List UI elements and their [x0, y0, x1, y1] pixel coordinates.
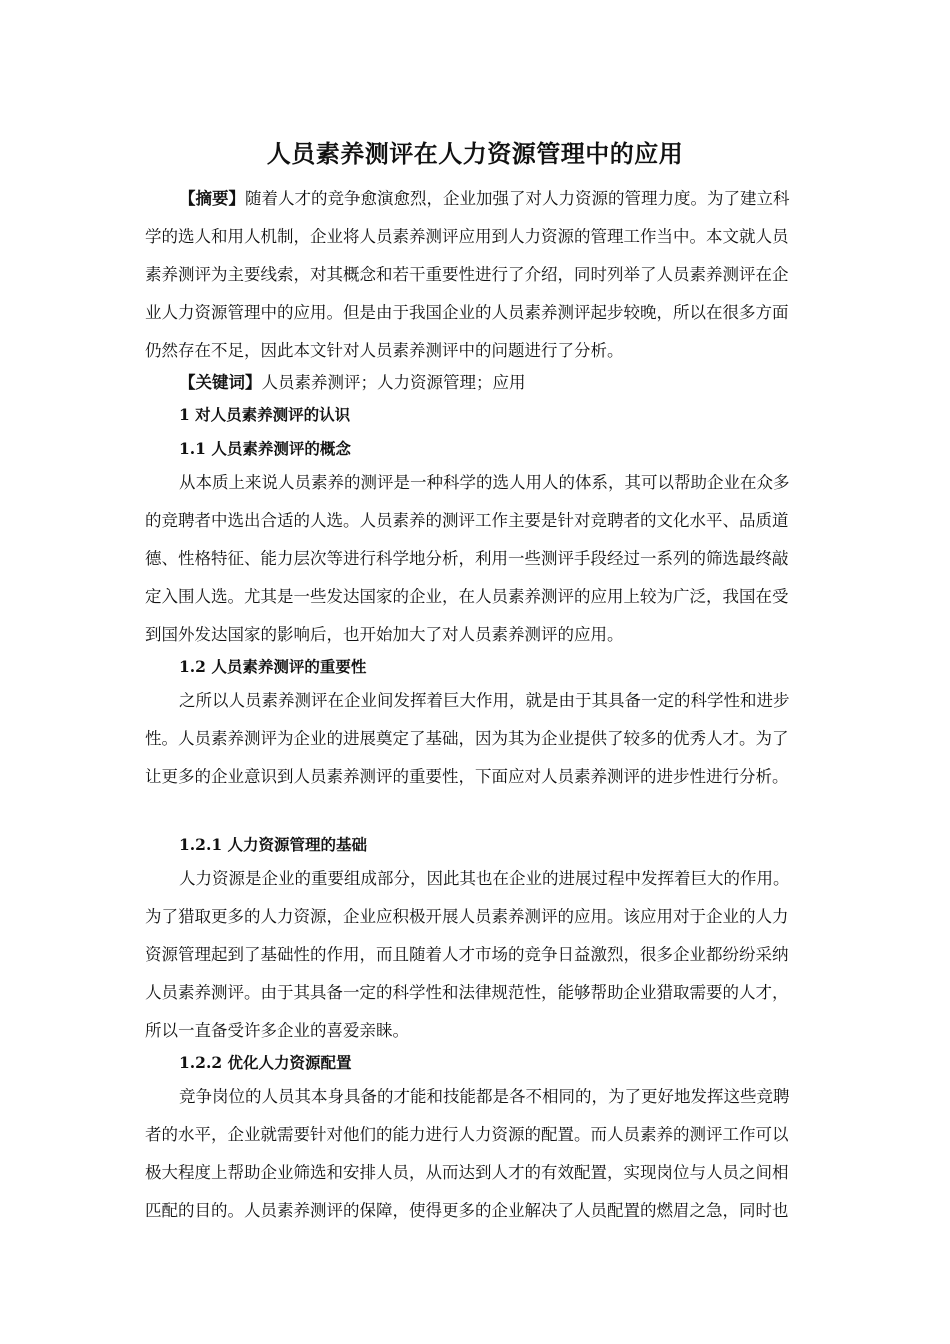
paragraph-line: 所以一直备受许多企业的喜爱亲睐。 — [145, 1021, 409, 1040]
paragraph-line: 竞争岗位的人员其本身具备的才能和技能都是各不相同的，为了更好地发挥这些竞聘 — [179, 1087, 790, 1106]
paragraph-line: 极大程度上帮助企业筛选和安排人员，从而达到人才的有效配置，实现岗位与人员之间相 — [145, 1163, 789, 1182]
section-heading-1-2-2: 1.2.2 优化人力资源配置 — [179, 1053, 352, 1072]
abstract-line-5: 仍然存在不足，因此本文针对人员素养测评中的问题进行了分析。 — [145, 341, 624, 360]
abstract-line-4: 业人力资源管理中的应用。但是由于我国企业的人员素养测评起步较晚，所以在很多方面 — [145, 303, 789, 322]
paragraph-line: 的竞聘者中选出合适的人选。人员素养的测评工作主要是针对竞聘者的文化水平、品质道 — [145, 511, 789, 530]
section-heading-1-2-1: 1.2.1 人力资源管理的基础 — [179, 835, 368, 854]
paragraph-line: 从本质上来说人员素养的测评是一种科学的选人用人的体系，其可以帮助企业在众多 — [179, 473, 790, 492]
abstract-label: 【摘要】 — [179, 189, 245, 208]
section-heading-1: 1 对人员素养测评的认识 — [179, 405, 351, 424]
abstract-line-3: 素养测评为主要线索，对其概念和若干重要性进行了介绍，同时列举了人员素养测评在企 — [145, 265, 789, 284]
paragraph-line: 性。人员素养测评为企业的进展奠定了基础，因为其为企业提供了较多的优秀人才。为了 — [145, 729, 789, 748]
paragraph-line: 让更多的企业意识到人员素养测评的重要性，下面应对人员素养测评的进步性进行分析。 — [145, 767, 789, 786]
paragraph-line: 匹配的目的。人员素养测评的保障，使得更多的企业解决了人员配置的燃眉之急，同时也 — [145, 1201, 789, 1220]
abstract-line-1: 【摘要】随着人才的竞争愈演愈烈，企业加强了对人力资源的管理力度。为了建立科 — [179, 189, 790, 208]
paragraph-line: 之所以人员素养测评在企业间发挥着巨大作用，就是由于其具备一定的科学性和进步 — [179, 691, 790, 710]
section-heading-1-2: 1.2 人员素养测评的重要性 — [179, 657, 367, 676]
paragraph-line: 者的水平，企业就需要针对他们的能力进行人力资源的配置。而人员素养的测评工作可以 — [145, 1125, 789, 1144]
paragraph-line: 到国外发达国家的影响后，也开始加大了对人员素养测评的应用。 — [145, 625, 624, 644]
abstract-line-2: 学的选人和用人机制，企业将人员素养测评应用到人力资源的管理工作当中。本文就人员 — [145, 227, 789, 246]
paragraph-line: 人力资源是企业的重要组成部分，因此其也在企业的进展过程中发挥着巨大的作用。 — [179, 869, 790, 888]
section-heading-1-1: 1.1 人员素养测评的概念 — [179, 439, 351, 458]
document-title: 人员素养测评在人力资源管理中的应用 — [266, 139, 684, 168]
keywords-text: 人员素养测评；人力资源管理；应用 — [261, 373, 526, 392]
paragraph-line: 资源管理起到了基础性的作用，而且随着人才市场的竞争日益激烈，很多企业都纷纷采纳 — [145, 945, 789, 964]
paragraph-line: 定入围人选。尤其是一些发达国家的企业，在人员素养测评的应用上较为广泛，我国在受 — [145, 587, 789, 606]
keywords-label: 【关键词】 — [179, 373, 262, 392]
paragraph-line: 为了猎取更多的人力资源，企业应积极开展人员素养测评的应用。该应用对于企业的人力 — [145, 907, 789, 926]
paragraph-line: 人员素养测评。由于其具备一定的科学性和法律规范性，能够帮助企业猎取需要的人才， — [145, 983, 789, 1002]
keywords-line — [179, 372, 819, 394]
paragraph-line: 德、性格特征、能力层次等进行科学地分析，利用一些测评手段经过一系列的筛选最终敲 — [145, 549, 789, 568]
